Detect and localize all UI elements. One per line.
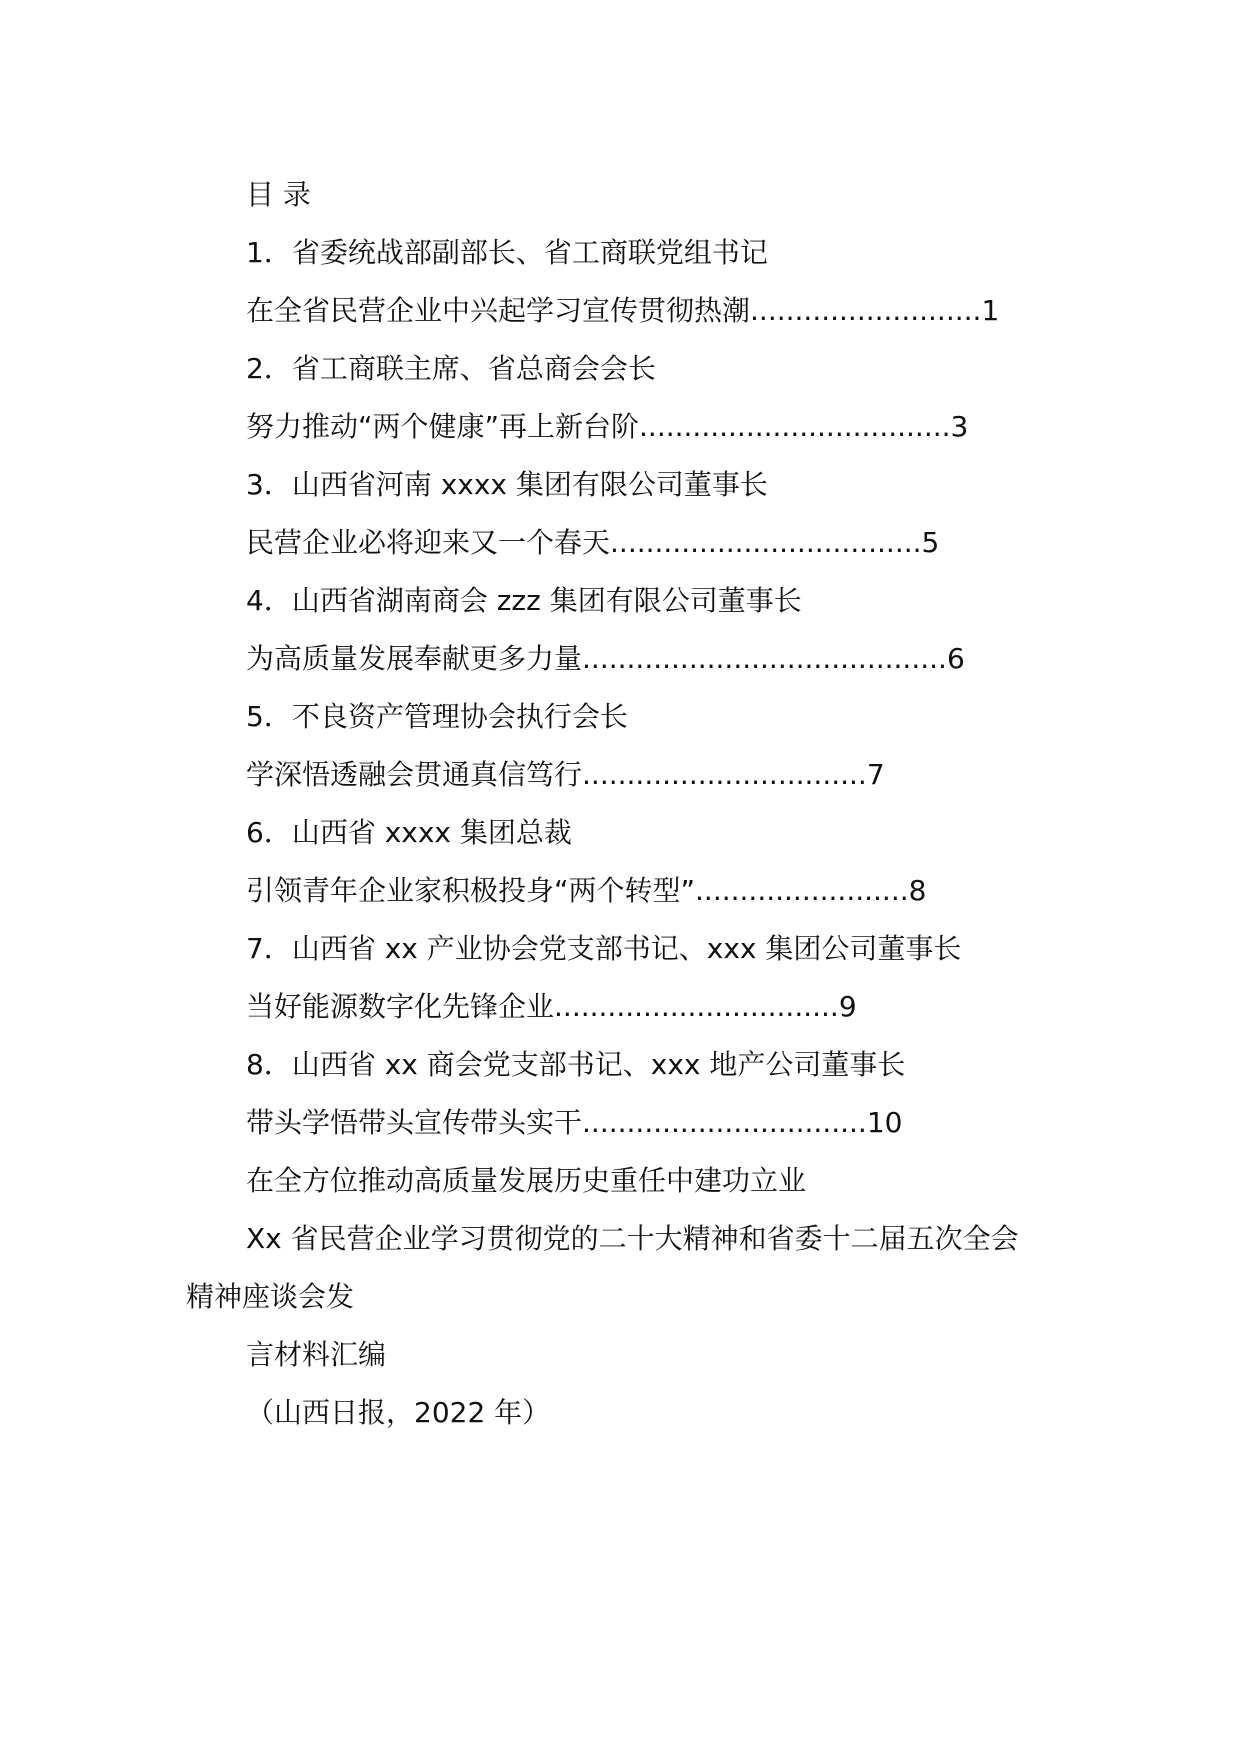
toc-entry-subtitle-line <box>246 871 926 911</box>
toc-entry-subtitle: 当好能源数字化先锋企业 <box>246 990 555 1023</box>
toc-heading: 目 录 <box>246 178 311 211</box>
toc-leader-dots: ................................... <box>610 526 922 559</box>
toc-leader-dots: ................................ <box>582 758 867 791</box>
toc-entry-title: 8．山西省 xx 商会党支部书记、xxx 地产公司董事长 <box>246 1048 906 1081</box>
doc-title-line: Xx 省民营企业学习贯彻党的二十大精神和省委十二届五次全会 <box>246 1222 1019 1255</box>
toc-page-number: 7 <box>866 758 885 791</box>
toc-entry-subtitle-line <box>246 755 885 795</box>
toc-entry-subtitle: 民营企业必将迎来又一个春天 <box>246 526 611 559</box>
toc-entry-subtitle-line <box>246 291 999 331</box>
toc-leader-dots: ........................ <box>695 874 909 907</box>
toc-entry-title: 5．不良资产管理协会执行会长 <box>246 700 628 733</box>
toc-leader-dots: ................................... <box>639 410 951 443</box>
toc-entry-subtitle: 带头学悟带头宣传带头实干 <box>246 1106 583 1139</box>
toc-page-number: 3 <box>950 410 969 443</box>
doc-heading-line: 在全方位推动高质量发展历史重任中建功立业 <box>246 1164 807 1197</box>
toc-entry-subtitle-line <box>246 407 968 447</box>
toc-page-number: 10 <box>866 1106 903 1139</box>
toc-page-number: 1 <box>981 294 1000 327</box>
toc-page-number: 9 <box>838 990 857 1023</box>
toc-entry-title: 3．山西省河南 xxxx 集团有限公司董事长 <box>246 468 768 501</box>
toc-leader-dots: .......................... <box>750 294 982 327</box>
toc-page-number: 6 <box>946 642 965 675</box>
toc-entry-subtitle-line <box>246 987 857 1027</box>
toc-entry-subtitle: 在全省民营企业中兴起学习宣传贯彻热潮 <box>246 294 751 327</box>
toc-leader-dots: ................................ <box>582 1106 867 1139</box>
toc-entry-subtitle: 努力推动“两个健康”再上新台阶 <box>246 410 640 443</box>
toc-leader-dots: ......................................... <box>582 642 947 675</box>
toc-entry-title: 6．山西省 xxxx 集团总裁 <box>246 816 572 849</box>
toc-entry-subtitle-line <box>246 1103 902 1143</box>
toc-entry-subtitle: 引领青年企业家积极投身“两个转型” <box>246 874 696 907</box>
doc-source-line: （山西日报，2022 年） <box>246 1396 551 1429</box>
toc-entry-subtitle-line <box>246 639 965 679</box>
doc-title-continuation: 言材料汇编 <box>246 1338 387 1371</box>
toc-entry-subtitle-line <box>246 523 939 563</box>
toc-entry-title: 4．山西省湖南商会 zzz 集团有限公司董事长 <box>246 584 802 617</box>
toc-leader-dots: ................................ <box>554 990 839 1023</box>
toc-entry-title: 1．省委统战部副部长、省工商联党组书记 <box>246 236 768 269</box>
toc-entry-subtitle: 学深悟透融会贯通真信笃行 <box>246 758 583 791</box>
toc-entry-title: 7．山西省 xx 产业协会党支部书记、xxx 集团公司董事长 <box>246 932 962 965</box>
toc-page-number: 8 <box>908 874 927 907</box>
doc-title-continuation: 精神座谈会发 <box>186 1280 355 1313</box>
toc-entry-title: 2．省工商联主席、省总商会会长 <box>246 352 656 385</box>
toc-entry-subtitle: 为高质量发展奉献更多力量 <box>246 642 583 675</box>
toc-page-number: 5 <box>921 526 940 559</box>
